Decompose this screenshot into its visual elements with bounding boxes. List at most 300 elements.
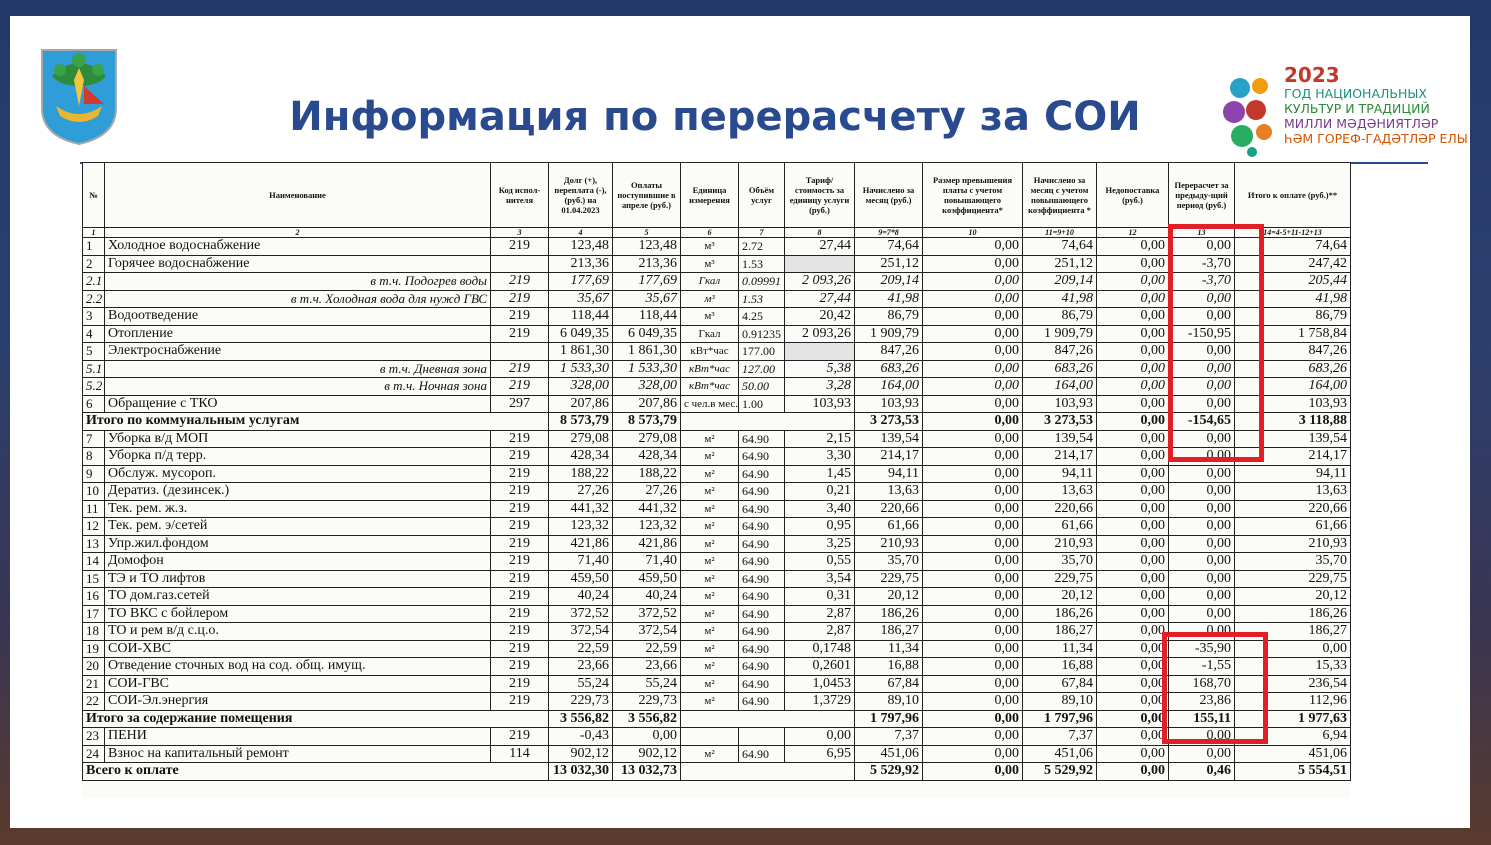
table-cell: 209,14: [1023, 273, 1097, 291]
volume-cell: 64.90: [739, 623, 785, 641]
table-row: [83, 465, 1351, 483]
service-name: Горячее водоснабжение: [105, 255, 491, 273]
table-cell: 0,00: [1097, 605, 1169, 623]
volume-cell: 0.91235: [739, 325, 785, 343]
service-name: Тек. рем. ж.з.: [105, 500, 491, 518]
table-cell: 0,00: [1169, 535, 1235, 553]
unit-cell: м³: [681, 308, 739, 326]
table-cell: 0,00: [1169, 483, 1235, 501]
total-cell: 5 529,92: [855, 763, 923, 781]
table-row: [83, 518, 1351, 536]
table-cell: 451,06: [855, 745, 923, 763]
column-number: 11=9+10: [1023, 228, 1097, 238]
table-cell: 61,66: [855, 518, 923, 536]
row-number: 9: [83, 465, 105, 483]
row-number: 3: [83, 308, 105, 326]
unit-cell: м²: [681, 693, 739, 711]
service-name: Водоотведение: [105, 308, 491, 326]
table-cell: [785, 343, 855, 361]
table-cell: 0,00: [923, 588, 1023, 606]
column-number: 5: [613, 228, 681, 238]
table-cell: 0,00: [1169, 588, 1235, 606]
table-cell: 22,59: [613, 640, 681, 658]
table-cell: 1,3729: [785, 693, 855, 711]
table-cell: 71,40: [549, 553, 613, 571]
table-cell: 3,25: [785, 535, 855, 553]
table-cell: 27,44: [785, 290, 855, 308]
table-cell: 6,94: [1235, 728, 1351, 746]
column-number: 9=7*8: [855, 228, 923, 238]
unit-cell: кВт*час: [681, 343, 739, 361]
column-number: 1: [83, 228, 105, 238]
total-cell: 3 273,53: [855, 413, 923, 431]
table-cell: 0,00: [1097, 483, 1169, 501]
table-cell: 2 093,26: [785, 325, 855, 343]
table-cell: 40,24: [549, 588, 613, 606]
total-cell: -154,65: [1169, 413, 1235, 431]
table-cell: 229,73: [613, 693, 681, 711]
service-name: Отведение сточных вод на сод. общ. имущ.: [105, 658, 491, 676]
table-cell: 0,00: [923, 728, 1023, 746]
table-body: [83, 238, 1351, 781]
badge-year: 2023: [1284, 63, 1340, 87]
table-cell: 459,50: [549, 570, 613, 588]
unit-cell: м²: [681, 623, 739, 641]
table-cell: 20,12: [1235, 588, 1351, 606]
table-row: [83, 343, 1351, 361]
table-cell: 139,54: [1023, 430, 1097, 448]
unit-cell: м²: [681, 518, 739, 536]
total-cell: 0,00: [923, 413, 1023, 431]
table-cell: 209,14: [855, 273, 923, 291]
unit-cell: кВт*час: [681, 378, 739, 396]
table-cell: 0,00: [1097, 745, 1169, 763]
volume-cell: 1.53: [739, 290, 785, 308]
table-cell: 0,00: [1097, 640, 1169, 658]
column-number: 7: [739, 228, 785, 238]
table-cell: 22,59: [549, 640, 613, 658]
service-name: Обращение с ТКО: [105, 395, 491, 413]
column-header: Размер превышения платы с учетом повышающего коэффициента*: [923, 163, 1023, 228]
table-cell: 683,26: [1235, 360, 1351, 378]
table-cell: 74,64: [1023, 238, 1097, 256]
volume-cell: 64.90: [739, 448, 785, 466]
table-cell: 186,26: [1023, 605, 1097, 623]
unit-cell: кВт*час: [681, 360, 739, 378]
table-cell: 0,00: [1169, 623, 1235, 641]
table-cell: [785, 255, 855, 273]
total-cell: 3 556,82: [613, 710, 681, 728]
table-cell: 0,00: [1169, 360, 1235, 378]
row-number: 4: [83, 325, 105, 343]
table-cell: 1 533,30: [549, 360, 613, 378]
executor-code: 219: [491, 518, 549, 536]
table-cell: 1 909,79: [1023, 325, 1097, 343]
executor-code: 219: [491, 325, 549, 343]
table-cell: 0,00: [1097, 448, 1169, 466]
service-name: в т.ч. Дневная зона: [105, 360, 491, 378]
service-name: в т.ч. Подогрев воды: [105, 273, 491, 291]
volume-cell: 64.90: [739, 430, 785, 448]
volume-cell: 64.90: [739, 605, 785, 623]
row-number: 23: [83, 728, 105, 746]
table-row: [83, 623, 1351, 641]
badge-line-2: КУЛЬТУР И ТРАДИЦИЙ: [1284, 101, 1430, 116]
row-number: 7: [83, 430, 105, 448]
table-cell: 1,45: [785, 465, 855, 483]
table-cell: 328,00: [549, 378, 613, 396]
table-cell: 123,32: [549, 518, 613, 536]
table-cell: 0,55: [785, 553, 855, 571]
table-cell: 186,27: [1235, 623, 1351, 641]
ornament-icon: [1220, 72, 1282, 158]
table-cell: 89,10: [855, 693, 923, 711]
total-cell: 1 797,96: [855, 710, 923, 728]
table-cell: 0,00: [1235, 640, 1351, 658]
row-number: 12: [83, 518, 105, 536]
unit-cell: Гкал: [681, 325, 739, 343]
table-cell: 1 909,79: [855, 325, 923, 343]
service-name: Электроснабжение: [105, 343, 491, 361]
total-cell: 3 273,53: [1023, 413, 1097, 431]
table-cell: 0,00: [923, 658, 1023, 676]
total-cell: 5 529,92: [1023, 763, 1097, 781]
table-cell: 0,00: [1097, 658, 1169, 676]
service-name: СОИ-ХВС: [105, 640, 491, 658]
table-cell: 0,00: [923, 325, 1023, 343]
executor-code: 219: [491, 238, 549, 256]
table-cell: -35,90: [1169, 640, 1235, 658]
row-number: 2.1: [83, 273, 105, 291]
table-cell: 0,00: [923, 378, 1023, 396]
table-cell: 0,00: [1169, 728, 1235, 746]
table-cell: 421,86: [613, 535, 681, 553]
executor-code: 219: [491, 658, 549, 676]
table-row: [83, 483, 1351, 501]
unit-cell: Гкал: [681, 273, 739, 291]
table-cell: 103,93: [785, 395, 855, 413]
column-number: 10: [923, 228, 1023, 238]
unit-cell: м²: [681, 535, 739, 553]
table-row: [83, 728, 1351, 746]
table-cell: 186,26: [855, 605, 923, 623]
service-name: Холодное водоснабжение: [105, 238, 491, 256]
volume-cell: 2.72: [739, 238, 785, 256]
table-cell: 0,31: [785, 588, 855, 606]
column-number: 14=4-5+11-12+13: [1235, 228, 1351, 238]
table-cell: 0,00: [923, 745, 1023, 763]
table-cell: 251,12: [855, 255, 923, 273]
table-cell: 139,54: [855, 430, 923, 448]
unit-cell: м²: [681, 640, 739, 658]
table-cell: 40,24: [613, 588, 681, 606]
table-cell: 0,00: [1097, 465, 1169, 483]
table-cell: 3,30: [785, 448, 855, 466]
table-cell: 213,36: [613, 255, 681, 273]
table-cell: 67,84: [855, 675, 923, 693]
table-cell: 372,54: [613, 623, 681, 641]
executor-code: 219: [491, 308, 549, 326]
service-name: Упр.жил.фондом: [105, 535, 491, 553]
table-cell: 1 533,30: [613, 360, 681, 378]
table-cell: 1 861,30: [613, 343, 681, 361]
table-cell: 13,63: [1235, 483, 1351, 501]
table-cell: 118,44: [613, 308, 681, 326]
table-cell: 441,32: [549, 500, 613, 518]
service-name: ТО ВКС с бойлером: [105, 605, 491, 623]
column-number: 2: [105, 228, 491, 238]
unit-cell: м²: [681, 500, 739, 518]
table-cell: 35,67: [613, 290, 681, 308]
table-cell: 0,00: [1097, 308, 1169, 326]
service-name: ТО и рем в/д с.ц.о.: [105, 623, 491, 641]
total-cell: 3 556,82: [549, 710, 613, 728]
table-cell: 210,93: [1235, 535, 1351, 553]
empty-cell: [681, 710, 855, 728]
table-cell: 0,00: [1097, 343, 1169, 361]
table-cell: 229,75: [1235, 570, 1351, 588]
table-cell: 683,26: [855, 360, 923, 378]
table-cell: -150,95: [1169, 325, 1235, 343]
table-cell: 23,66: [549, 658, 613, 676]
total-cell: 1 797,96: [1023, 710, 1097, 728]
service-name: ТО дом.газ.сетей: [105, 588, 491, 606]
table-cell: 0,00: [923, 290, 1023, 308]
table-cell: 3,40: [785, 500, 855, 518]
total-cell: 155,11: [1169, 710, 1235, 728]
table-cell: 168,70: [1169, 675, 1235, 693]
table-row: [83, 395, 1351, 413]
table-cell: 205,44: [1235, 273, 1351, 291]
table-cell: 177,69: [549, 273, 613, 291]
row-number: 22: [83, 693, 105, 711]
table-cell: 86,79: [1235, 308, 1351, 326]
table-cell: 2,15: [785, 430, 855, 448]
table-row: [83, 745, 1351, 763]
executor-code: 219: [491, 378, 549, 396]
table-cell: 0,00: [1169, 378, 1235, 396]
table-cell: 279,08: [549, 430, 613, 448]
executor-code: 297: [491, 395, 549, 413]
table-cell: 123,48: [613, 238, 681, 256]
table-row: [83, 605, 1351, 623]
service-name: Обслуж. мусороп.: [105, 465, 491, 483]
table-cell: 188,22: [549, 465, 613, 483]
column-header: Единица измерения: [681, 163, 739, 228]
executor-code: 219: [491, 728, 549, 746]
executor-code: 219: [491, 290, 549, 308]
unit-cell: м³: [681, 238, 739, 256]
table-cell: 0,00: [1097, 570, 1169, 588]
table-cell: 164,00: [1023, 378, 1097, 396]
unit-cell: с чел.в мес.: [681, 395, 739, 413]
table-cell: 847,26: [1023, 343, 1097, 361]
table-cell: 372,52: [549, 605, 613, 623]
total-cell: 8 573,79: [613, 413, 681, 431]
table-cell: 20,12: [855, 588, 923, 606]
table-row: [83, 658, 1351, 676]
table-cell: 0,00: [1097, 238, 1169, 256]
executor-code: 219: [491, 675, 549, 693]
table-cell: 0,00: [1097, 553, 1169, 571]
table-row: [83, 693, 1351, 711]
table-cell: 210,93: [855, 535, 923, 553]
service-name: Взнос на капитальный ремонт: [105, 745, 491, 763]
executor-code: 219: [491, 640, 549, 658]
table-cell: 0,00: [1097, 255, 1169, 273]
volume-cell: 127.00: [739, 360, 785, 378]
table-cell: 1 758,84: [1235, 325, 1351, 343]
table-cell: 207,86: [613, 395, 681, 413]
table-cell: 220,66: [855, 500, 923, 518]
unit-cell: м²: [681, 675, 739, 693]
table-row: [83, 378, 1351, 396]
table-cell: 0,00: [613, 728, 681, 746]
column-number-row: [83, 228, 1351, 238]
unit-cell: м²: [681, 430, 739, 448]
table-cell: 0,00: [1169, 395, 1235, 413]
executor-code: 219: [491, 553, 549, 571]
volume-cell: 64.90: [739, 518, 785, 536]
column-header: Начислено за месяц (руб.): [855, 163, 923, 228]
table-cell: 372,54: [549, 623, 613, 641]
highlight-box-utilities: [1168, 224, 1264, 462]
table-cell: 0,00: [923, 640, 1023, 658]
column-header: Тариф/ стоимость за единицу услуги (руб.): [785, 163, 855, 228]
column-number: 4: [549, 228, 613, 238]
table-cell: 229,73: [549, 693, 613, 711]
table-cell: 421,86: [549, 535, 613, 553]
table-row: [83, 640, 1351, 658]
table-cell: 213,36: [549, 255, 613, 273]
table-cell: 428,34: [549, 448, 613, 466]
table-cell: 41,98: [1235, 290, 1351, 308]
table-cell: 7,37: [1023, 728, 1097, 746]
table-cell: 0,00: [1097, 518, 1169, 536]
table-cell: 441,32: [613, 500, 681, 518]
table-cell: 61,66: [1023, 518, 1097, 536]
executor-code: 219: [491, 360, 549, 378]
table-cell: 2 093,26: [785, 273, 855, 291]
table-cell: 0,00: [1097, 325, 1169, 343]
table-cell: 0,00: [1169, 308, 1235, 326]
table-row: [83, 273, 1351, 291]
total-cell: 0,46: [1169, 763, 1235, 781]
table-cell: 214,17: [855, 448, 923, 466]
executor-code: 219: [491, 273, 549, 291]
table-cell: 0,00: [1097, 588, 1169, 606]
table-cell: 55,24: [613, 675, 681, 693]
table-cell: 89,10: [1023, 693, 1097, 711]
table-cell: 86,79: [855, 308, 923, 326]
table-cell: 27,26: [549, 483, 613, 501]
table-cell: 0,21: [785, 483, 855, 501]
table-row: [83, 360, 1351, 378]
column-header: №: [83, 163, 105, 228]
table-cell: 1,0453: [785, 675, 855, 693]
column-header: Объём услуг: [739, 163, 785, 228]
table-cell: 35,70: [1023, 553, 1097, 571]
volume-cell: 177.00: [739, 343, 785, 361]
table-row: [83, 500, 1351, 518]
table-cell: 451,06: [1023, 745, 1097, 763]
page-title: Информация по перерасчету за СОИ: [289, 94, 1141, 140]
column-header: Итого к оплате (руб.)**: [1235, 163, 1351, 228]
row-number: 5: [83, 343, 105, 361]
table-cell: 94,11: [855, 465, 923, 483]
table-cell: 0,00: [1169, 290, 1235, 308]
table-cell: 67,84: [1023, 675, 1097, 693]
service-name: Уборка в/д МОП: [105, 430, 491, 448]
table-cell: 0,00: [923, 605, 1023, 623]
table-cell: 13,63: [1023, 483, 1097, 501]
table-cell: 902,12: [549, 745, 613, 763]
table-cell: 11,34: [1023, 640, 1097, 658]
table-cell: 229,75: [855, 570, 923, 588]
badge-line-1: ГОД НАЦИОНАЛЬНЫХ: [1284, 86, 1427, 101]
table-cell: 15,33: [1235, 658, 1351, 676]
table-cell: 0,00: [1097, 395, 1169, 413]
table-cell: 6,95: [785, 745, 855, 763]
table-cell: 0,00: [1169, 448, 1235, 466]
unit-cell: м²: [681, 658, 739, 676]
table-cell: 7,37: [855, 728, 923, 746]
table-cell: 0,00: [1169, 500, 1235, 518]
column-header: Недопоставка (руб.): [1097, 163, 1169, 228]
table-cell: 207,86: [549, 395, 613, 413]
unit-cell: м²: [681, 570, 739, 588]
table-cell: 229,75: [1023, 570, 1097, 588]
table-cell: 451,06: [1235, 745, 1351, 763]
service-name: Уборка п/д терр.: [105, 448, 491, 466]
total-cell: 0,00: [923, 710, 1023, 728]
total-cell: 8 573,79: [549, 413, 613, 431]
table-cell: 0,00: [923, 675, 1023, 693]
table-cell: 0,00: [923, 535, 1023, 553]
row-number: 13: [83, 535, 105, 553]
unit-cell: м³: [681, 290, 739, 308]
table-cell: 3,28: [785, 378, 855, 396]
table-cell: 123,48: [549, 238, 613, 256]
recalculation-table: [82, 162, 1351, 781]
total-cell: 13 032,30: [549, 763, 613, 781]
table-cell: 0,00: [1169, 745, 1235, 763]
executor-code: 219: [491, 605, 549, 623]
table-cell: 139,54: [1235, 430, 1351, 448]
table-cell: 103,93: [1023, 395, 1097, 413]
table-cell: 0,00: [923, 570, 1023, 588]
table-cell: 55,24: [549, 675, 613, 693]
volume-cell: 64.90: [739, 745, 785, 763]
row-number: 2.2: [83, 290, 105, 308]
total-label: Итого по коммунальным услугам: [83, 413, 549, 431]
badge-line-3: МИЛЛИ МӘДӘНИЯТЛӘР: [1284, 116, 1439, 131]
row-number: 5.2: [83, 378, 105, 396]
row-number: 5.1: [83, 360, 105, 378]
service-name: Тек. рем. э/сетей: [105, 518, 491, 536]
table-cell: 41,98: [855, 290, 923, 308]
table-cell: 0,00: [923, 553, 1023, 571]
row-number: 20: [83, 658, 105, 676]
table-cell: 214,17: [1023, 448, 1097, 466]
volume-cell: 0.09991: [739, 273, 785, 291]
executor-code: [491, 343, 549, 361]
table-cell: 71,40: [613, 553, 681, 571]
column-number: 8: [785, 228, 855, 238]
table-cell: 328,00: [613, 378, 681, 396]
table-cell: 11,34: [855, 640, 923, 658]
service-name: Дератиз. (дезинсек.): [105, 483, 491, 501]
